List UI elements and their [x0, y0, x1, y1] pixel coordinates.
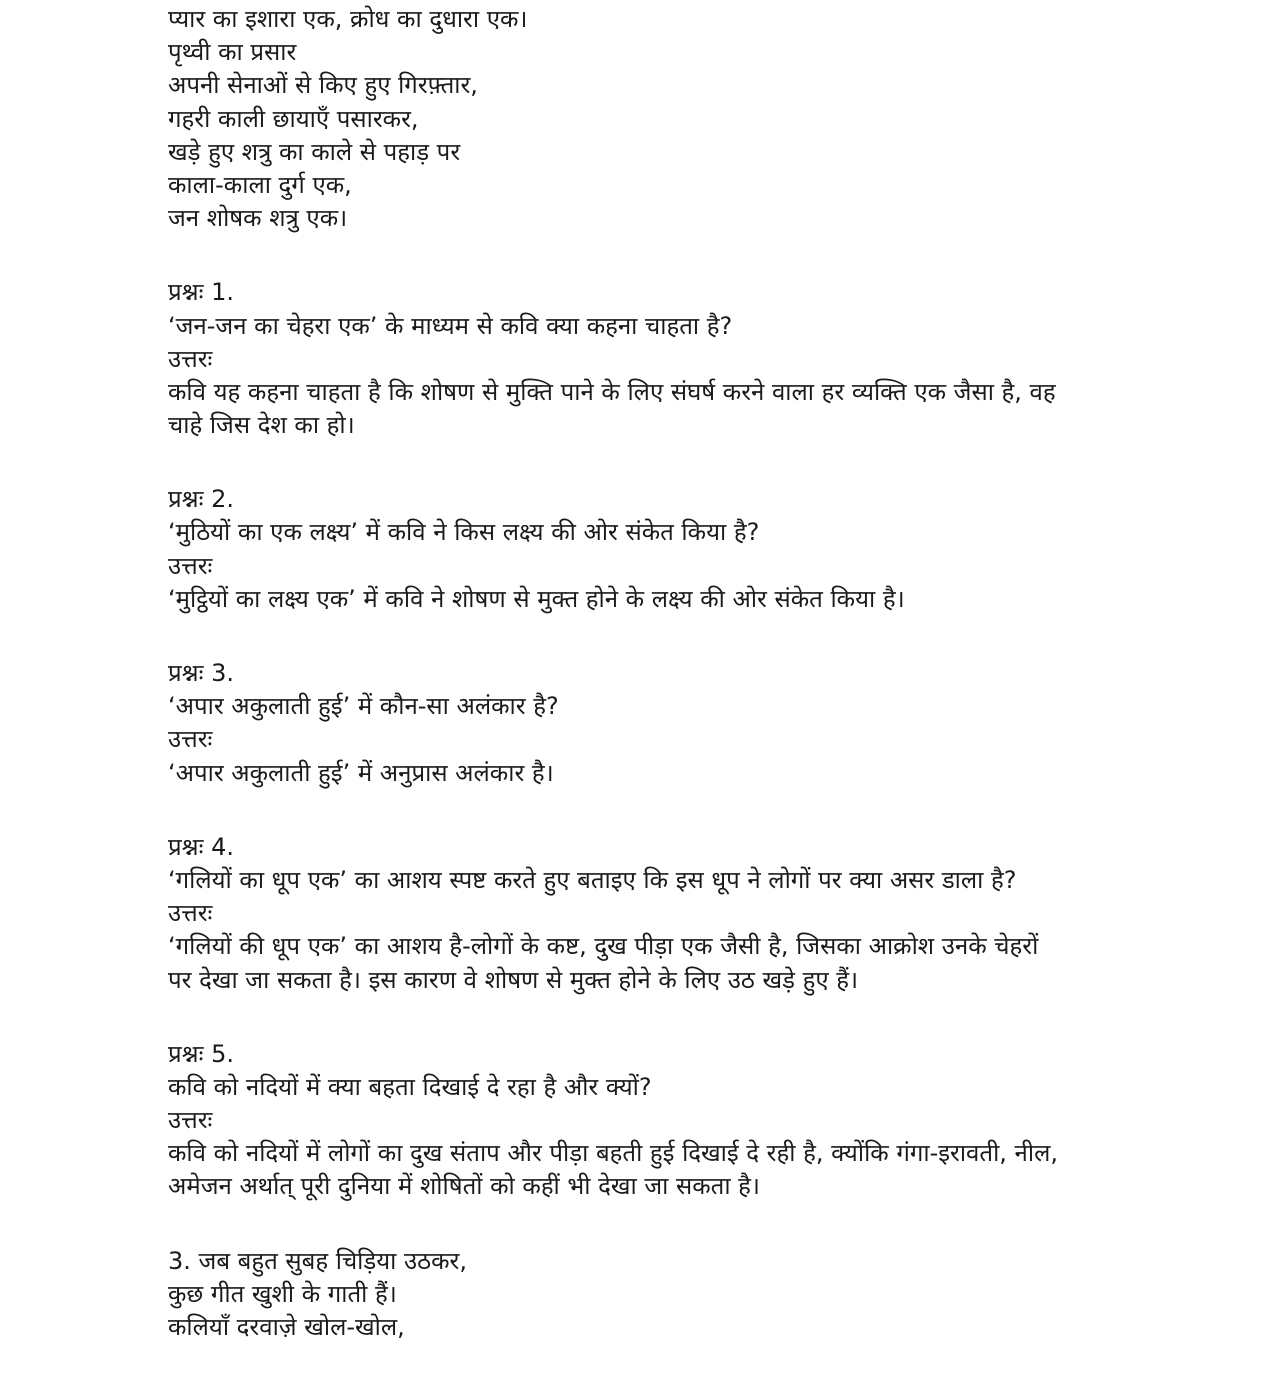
answer-text: कवि यह कहना चाहता है कि शोषण से मुक्ति पाने के लिए संघर्ष करने वाला हर व्यक्ति एक जैसा है, वह [168, 377, 1056, 406]
question-number: प्रश्नः 5. [168, 1039, 234, 1068]
answer-label: उत्तरः [168, 1106, 213, 1135]
answer-text: ‘अपार अकुलाती हुई’ में अनुप्रास अलंकार है। [168, 758, 554, 787]
question-text: कवि को नदियों में क्या बहता दिखाई दे रहा है और क्यों? [168, 1072, 652, 1101]
question-answer-block [168, 1038, 1168, 1204]
poem-line: प्यार का इशारा एक, क्रोध का दुधारा एक। [168, 5, 528, 33]
poem-line: जन शोषक शत्रु एक। [168, 204, 348, 233]
answer-text: अमेजन अर्थात् पूरी दुनिया में शोषितों को कहीं भी देखा जा सकता है। [168, 1172, 761, 1201]
question-text: ‘अपार अकुलाती हुई’ में कौन-सा अलंकार है? [168, 692, 559, 721]
answer-text: कवि को नदियों में लोगों का दुख संताप और पीड़ा बहती हुई दिखाई दे रही है, क्योंकि गंगा-इरावती, नील, [168, 1139, 1058, 1168]
poem-line: 3. जब बहुत सुबह चिड़िया उठकर, [168, 1246, 467, 1275]
answer-text: ‘मुट्ठियों का लक्ष्य एक’ में कवि ने शोषण से मुक्त होने के लक्ष्य की ओर संकेत किया है। [168, 584, 905, 613]
question-number: प्रश्नः 4. [168, 832, 234, 861]
poem-stanza [168, 1245, 1168, 1345]
question-answer-block [168, 276, 1168, 442]
answer-text: चाहे जिस देश का हो। [168, 411, 355, 440]
poem-line: पृथ्वी का प्रसार [168, 38, 297, 67]
poem-line: काला-काला दुर्ग एक, [168, 170, 352, 199]
question-text: ‘मुठियों का एक लक्ष्य’ में कवि ने किस लक्ष्य की ओर संकेत किया है? [168, 518, 760, 547]
answer-label: उत्तरः [168, 899, 213, 928]
answer-text: पर देखा जा सकता है। इस कारण वे शोषण से मुक्त होने के लिए उठ खड़े हुए हैं। [168, 965, 859, 994]
answer-label: उत्तरः [168, 344, 213, 373]
answer-text: ‘गलियों की धूप एक’ का आशय है-लोगों के कष्ट, दुख पीड़ा एक जैसी है, जिसका आक्रोश उनके चेहरों [168, 932, 1039, 961]
question-number: प्रश्नः 1. [168, 278, 234, 307]
poem-line: खड़े हुए शत्रु का काले से पहाड़ पर [168, 137, 461, 166]
question-text: ‘गलियों का धूप एक’ का आशय स्पष्ट करते हुए बताइए कि इस धूप ने लोगों पर क्या असर डाला है? [168, 865, 1017, 894]
question-answer-block [168, 657, 1168, 790]
question-number: प्रश्नः 2. [168, 485, 234, 514]
poem-line: अपनी सेनाओं से किए हुए गिरफ़्तार, [168, 71, 478, 100]
poem-line: कुछ गीत खुशी के गाती हैं। [168, 1279, 397, 1308]
poem-line: कलियाँ दरवाज़े खोल-खोल, [168, 1313, 405, 1341]
answer-label: उत्तरः [168, 551, 213, 580]
question-text: ‘जन-जन का चेहरा एक’ के माध्यम से कवि क्या कहना चाहता है? [168, 311, 733, 340]
document-body [168, 3, 1168, 1385]
question-answer-block [168, 483, 1168, 616]
question-number: प्रश्नः 3. [168, 659, 234, 687]
question-answer-block [168, 831, 1168, 997]
poem-line: गहरी काली छायाएँ पसारकर, [168, 104, 419, 133]
poem-stanza [168, 3, 1168, 235]
answer-label: उत्तरः [168, 725, 213, 754]
